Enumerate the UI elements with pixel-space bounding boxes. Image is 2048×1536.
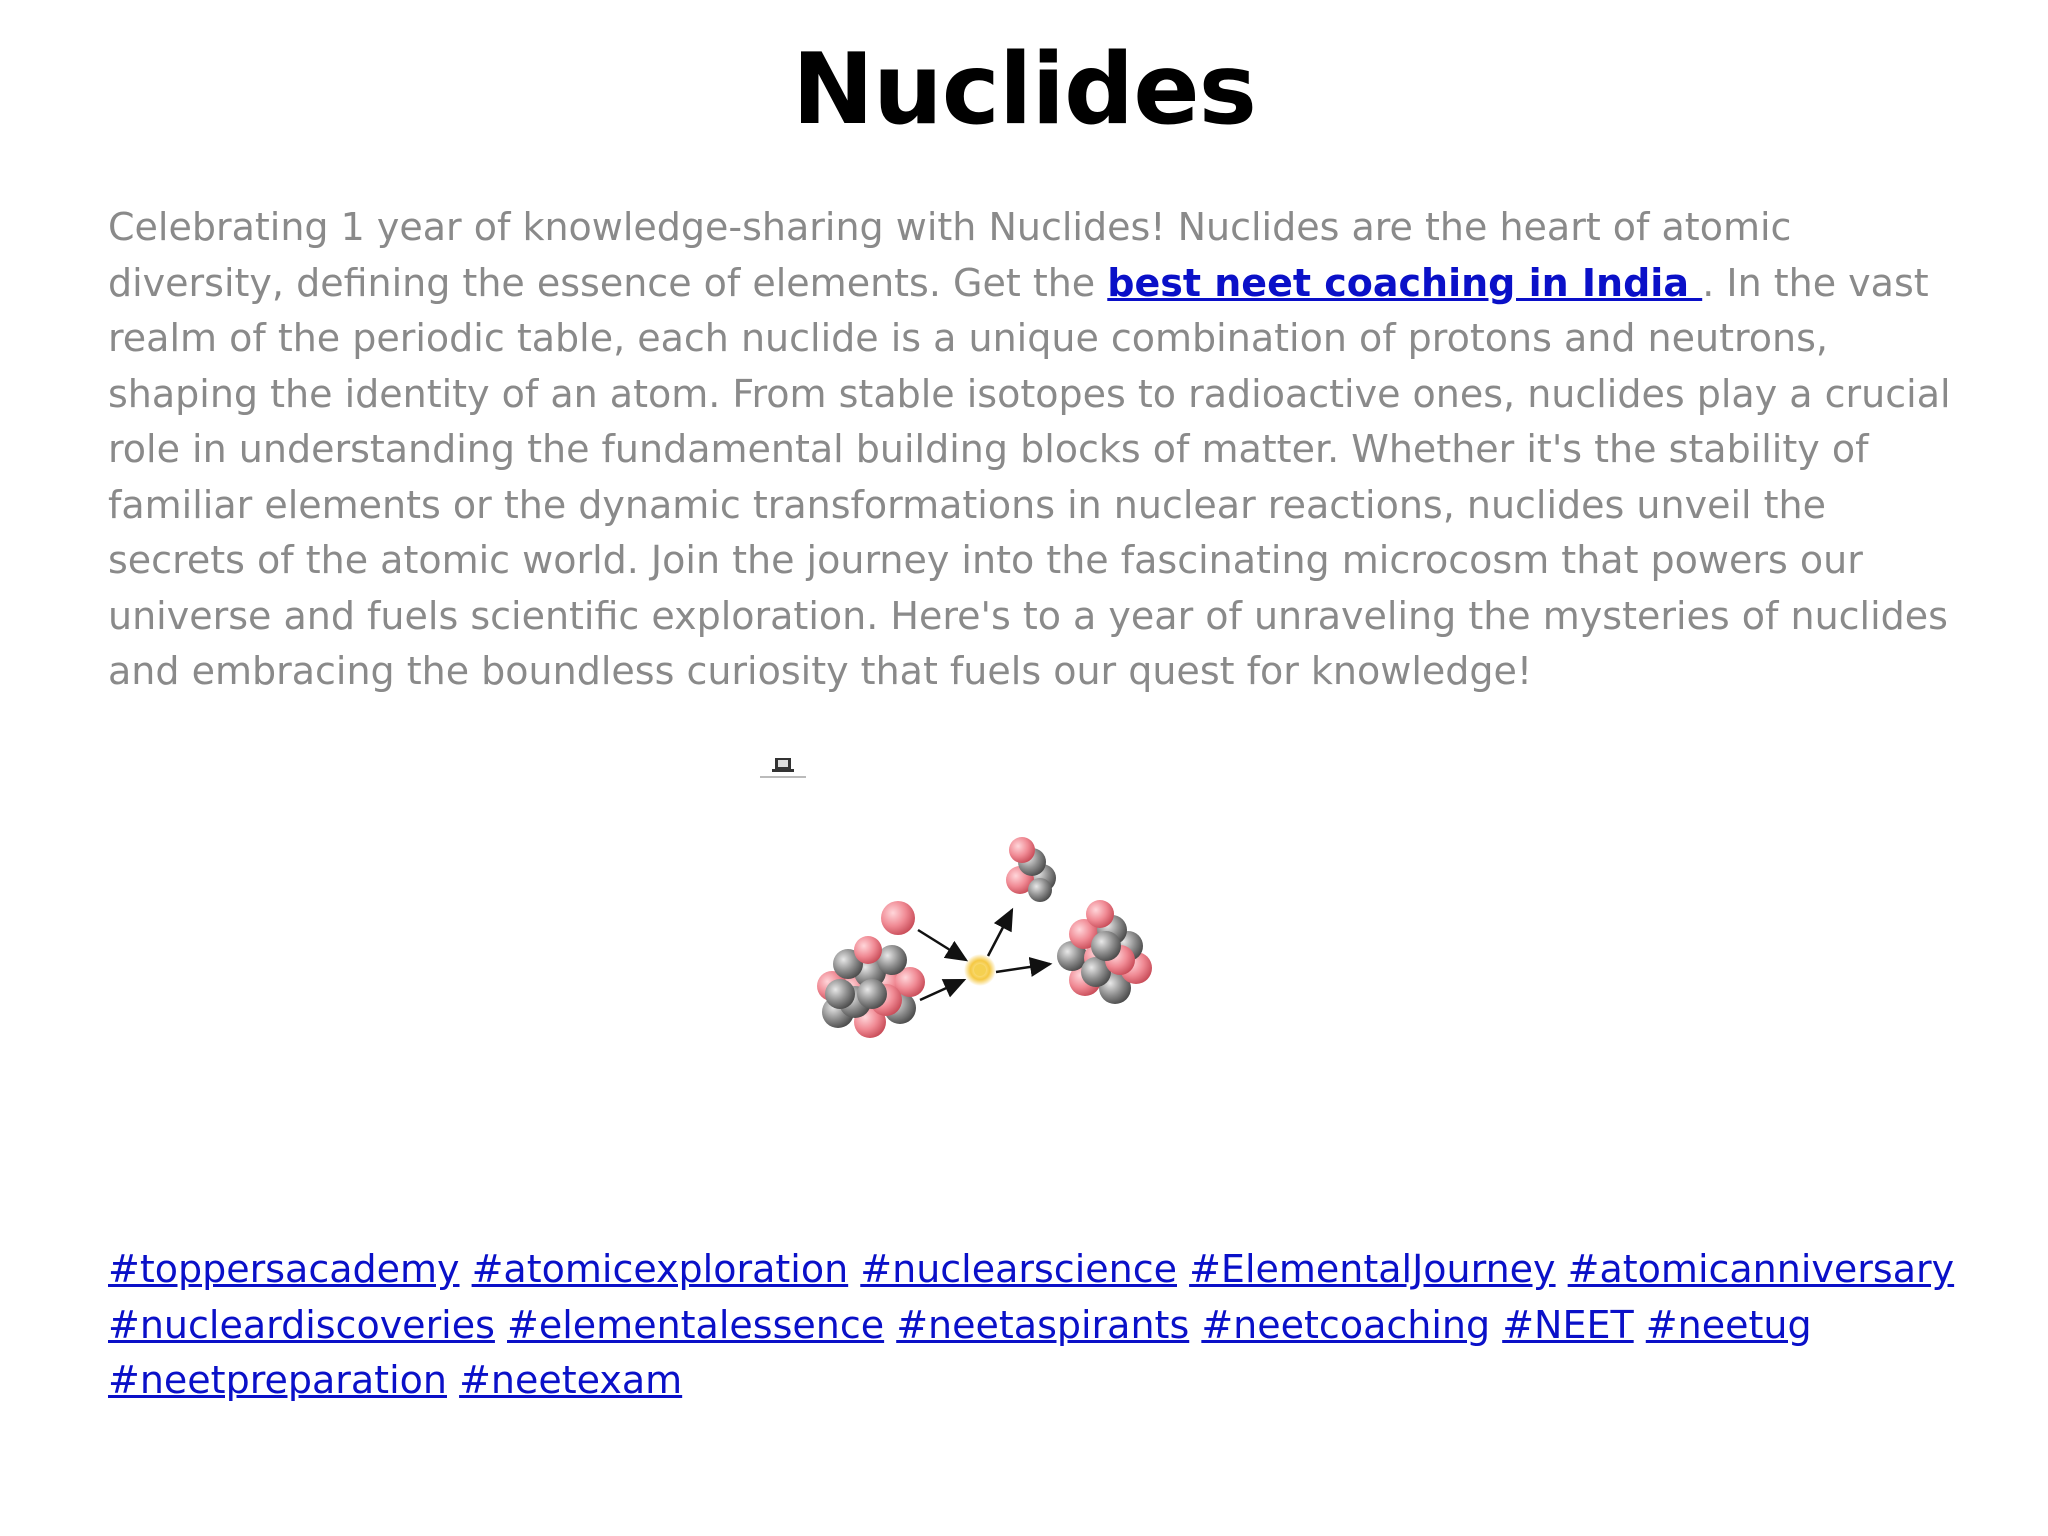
- hashtag-link[interactable]: #nucleardiscoveries: [108, 1302, 495, 1347]
- target-nucleus-icon: [817, 936, 925, 1038]
- reaction-spark-icon: [964, 954, 996, 986]
- large-fragment-icon: [1057, 900, 1152, 1004]
- slide-title: Nuclides: [791, 33, 1256, 147]
- laptop-icon: [760, 758, 806, 778]
- hashtag-link[interactable]: #neetaspirants: [896, 1302, 1190, 1347]
- arrow-icon: [988, 910, 1012, 956]
- hashtag-link[interactable]: #elementalessence: [507, 1302, 885, 1347]
- paragraph-part-2: . In the vast realm of the periodic table, each nuclide is a unique combination of protons and neutrons, shaping the identity of an atom. From stable isotopes to radioactive ones, nuclides play a crucial role in understanding the fundamental building blocks of matter. Whether it's the stability of familiar elements or the dynamic transformations in nuclear reactions, nuclides unveil the secrets of the atomic world. Join the journey into the fascinating microcosm that powers our universe and fuels scientific exploration. Here's to a year of unraveling the mysteries of nuclides and embracing the boundless curiosity that fuels our quest for knowledge!: [108, 260, 1951, 693]
- hashtag-link[interactable]: #ElementalJourney: [1189, 1247, 1556, 1291]
- hashtag-link[interactable]: #toppersacademy: [108, 1247, 460, 1291]
- coaching-link[interactable]: best neet coaching in India: [1107, 260, 1703, 305]
- arrow-icon: [920, 980, 964, 1000]
- hashtag-list: [108, 1242, 1968, 1409]
- hashtag-link[interactable]: #atomicanniversary: [1567, 1247, 1955, 1291]
- hashtag-link[interactable]: #neetug: [1645, 1302, 1812, 1347]
- hashtag-link[interactable]: #neetexam: [459, 1358, 683, 1402]
- body-paragraph: [108, 200, 1968, 700]
- hashtag-link[interactable]: #atomicexploration: [471, 1247, 849, 1291]
- nuclear-reaction-figure: [740, 750, 1200, 1090]
- hashtag-link[interactable]: #neetcoaching: [1201, 1302, 1491, 1347]
- arrow-icon: [918, 930, 966, 960]
- paragraph-part-1: Celebrating 1 year of knowledge-sharing with Nuclides! Nuclides are the heart of atomic diversity, defining the essence of elements. Get the: [108, 205, 1792, 305]
- hashtag-link[interactable]: #neetpreparation: [108, 1358, 447, 1402]
- small-fragment-icon: [1006, 837, 1056, 902]
- nuclear-reaction-illustration-icon: [740, 750, 1200, 1090]
- hashtag-link[interactable]: #nuclearscience: [860, 1247, 1177, 1291]
- incoming-particle-icon: [881, 901, 915, 935]
- arrow-icon: [996, 964, 1050, 972]
- hashtag-link[interactable]: #NEET: [1502, 1302, 1634, 1347]
